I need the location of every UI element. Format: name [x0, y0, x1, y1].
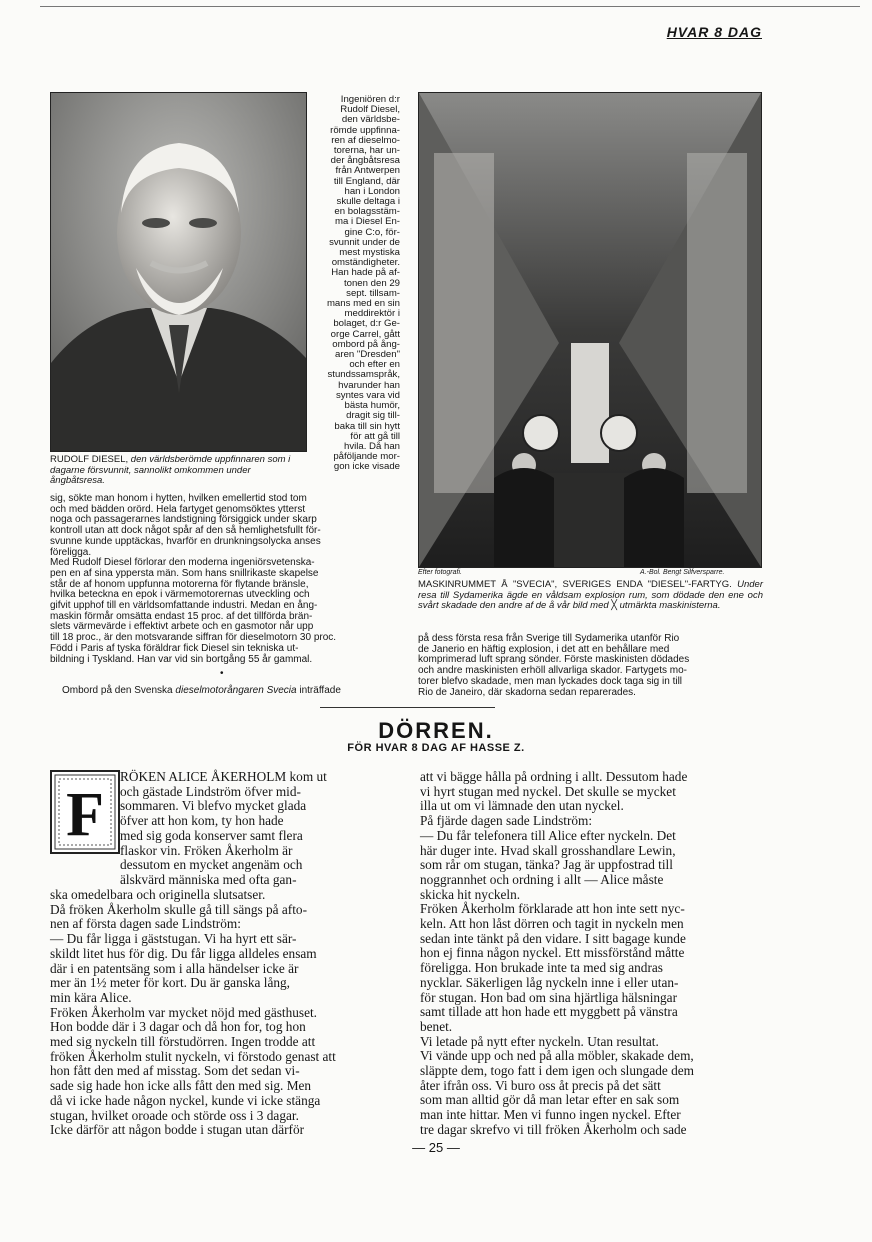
- drop-cap-letter: F: [66, 781, 104, 849]
- engine-caption-title: MASKINRUMMET Å "SVECIA", SVERIGES ENDA "DIESEL"-FARTYG.: [418, 579, 732, 590]
- story-col1-lead: RÖKEN ALICE ÅKERHOLM kom ut och gästade Lindström öfver mid- sommaren. Vi blefvo mycket glada öfver att hon kom, ty hon hade med sig goda konserver samt flera flaskor vin. Fröken Åkerholm är dessutom en mycket angenäm och älskvärd människa med ofta gan-: [120, 769, 327, 887]
- story-col1-rest: ska omedelbara och originella slutsatser. Då fröken Åkerholm skulle gå till sängs på afto- nen af första dagen sade Lindström: — Du får ligga i gäststugan. Vi ha hyrt ett sär- skildt litet hus för dig. Du får ligga alldeles ensam där i en patentsäng som i alla händelser icke är mer än 1½ meter för kort. Du är ganska lång, min kära Alice. Fröken Åkerholm var mycket nöjd med gästhuset. Hon bodde där i 3 dagar och då hon for, tog hon med sig nyckeln till förstudörren. Ingen trodde att fröken Åkerholm stulit nyckeln, vi förstodo genast att hon fått den med af misstag. Som det sedan vi- sade sig hade hon icke alls fått den med sig. Men då vi icke hade någon nyckel, kunde vi icke stänga stugan, hvilket oroade och störde oss i 3 dagar. Icke därför att någon bodde i stugan utan därför: [50, 887, 336, 1138]
- drop-cap-ornament: [52, 772, 118, 852]
- header-rule: [40, 6, 860, 7]
- portrait-illustration: [51, 93, 306, 451]
- article-bullet: •: [220, 668, 224, 679]
- engine-room-illustration: [419, 93, 761, 567]
- story-byline: FÖR HVAR 8 DAG AF HASSE Z.: [347, 742, 525, 754]
- running-head: HVAR 8 DAG: [666, 24, 762, 40]
- story-col2: att vi bägge hålla på ordning i allt. Dessutom hade vi hyrt stugan med nyckel. Det skulle se mycket illa ut om vi lämnade den utan nyckel. På fjärde dagen sade Lindström: — Du får telefonera till Alice efter nyckeln. Det här duger inte. Hvad skall grosshandlare Lewin, som rår om stugan, tänka? Jag är uppfostrad till noggrannhet och ordning i allt — Alice måste skicka hit nyckeln. Fröken Åkerholm förklarade att hon inte sett nyc- keln. Att hon låst dörren och tagit in nyckeln men sedan inte tänkt på den vidare. I sitt bagage kunde hon ej finna någon nyckel. Ett missförstånd måtte föreligga. Hon brukade inte ta med sig andras nycklar. Säkerligen låg nyckeln inne i eller utan- för stugan. Hon bad om sina hjärtliga hälsningar samt tillade att hon hade ett myggbett på vänstra benet. Vi letade på nytt efter nyckeln. Utan resultat. Vi vände upp och ned på alla möbler, skakade dem, släppte dem, togo fatt i dem igen och slungade dem åter ifrån oss. Vi buro oss åt precis på det sätt som man alltid gör då man letar efter en sak som man inte hittar. Men vi funno ingen nyckel. Efter tre dagar skrefvo vi till fröken Åkerholm och sade: [420, 769, 694, 1137]
- continuation-tail: inträffade: [299, 685, 341, 696]
- portrait-photo: [50, 92, 307, 452]
- portrait-caption-name: RUDOLF DIESEL,: [50, 454, 129, 465]
- continuation-italic: dieselmotorångaren Svecia: [175, 685, 297, 696]
- story-title: DÖRREN.: [378, 718, 494, 743]
- svecia-article-body: på dess första resa från Sverige till Sydamerika utanför Rio de Janerio en häftig explosion, i det att en behållare med komprimerad luft sprang sönder. Förste maskinisten dödades och andre maskinisten erhöll allvarliga skador. Fartygets mo- torer blefvo skadade, men man lyckades dock taga sig in till Rio de Janeiro, där skadorna sedan reparerades.: [418, 633, 690, 698]
- portrait-caption-text: den världsberömde uppfinnaren som i dagarne försvunnit, sannolikt omkommen under ångbåtsresa.: [50, 454, 291, 486]
- continuation-lead: Ombord på den Svenska: [62, 685, 173, 696]
- section-divider: [320, 707, 495, 708]
- portrait-caption: [50, 455, 302, 487]
- photo-credit-left: Efter fotografi.: [418, 569, 462, 576]
- diesel-article-body: sig, sökte man honom i hytten, hvilken emellertid stod tom och med bädden orörd. Hela fartyget genomsöktes ytterst noga och passagerarnes landstigning försiggick under skarp kontroll utan att dock något spår af den så hemlighetsfullt för- svunne kunde upptäckas, hvarför en drunkningsolycka anses föreligga. Med Rudolf Diesel förlorar den moderna ingeniörsvetenska- pen en af sina yppersta män. Som hans snillrikaste skapelse står de af honom uppfunna motorerna för flytande bränsle, hvilka beteckna en epok i värmemotorernas utveckling och gifvit upphof till en världsomfattande industri. Medan en ång- maskin förmår omsätta endast 15 proc. af det tillförda brän- slets värmevärde i effektivt arbete och en gasmotor når upp till 18 proc., är den motsvarande siffran för dieselmotorn 30 proc. Född i Paris af tyska föräldrar fick Diesel sin tekniska ut- bildning i Tyskland. Han var vid sin bortgång 55 år gammal.: [50, 493, 337, 665]
- photo-credit-right: A.-Bol. Bengt Silfversparre.: [640, 569, 725, 576]
- engine-room-caption: [418, 580, 763, 612]
- engine-caption-text: Under resa till Sydamerika ägde en våldsam explosion rum, som dödade den ene och svårt skadade den andre af de å vår bild med ╳ utmärkta maskinisterna.: [418, 579, 763, 611]
- continuation-line: [62, 686, 400, 697]
- narrow-column-text: Ingeniören d:r Rudolf Diesel, den världsbe- römde uppfinna- ren af dieselmo- torerna, har un- der ångbåtsresa från Antwerpen till England, där han i London skulle deltaga i en bolagsstäm- ma i Diesel En- gine C:o, för- svunnit under de mest mystiska omständigheter. Han hade på af- tonen den 29 sept. tillsam- mans med en sin meddirektör i bolaget, d:r Ge- orge Carrel, gått ombord på ång- aren "Dresden" och efter en stundssamspråk, hvarunder han syntes vara vid bästa humör, dragit sig till- baka till sin hytt för att gå till hvila. Då han påföljande mor- gon icke visade: [326, 94, 400, 473]
- engine-room-photo: [418, 92, 762, 568]
- page-number: — 25 —: [412, 1140, 460, 1155]
- drop-cap-frame: [50, 770, 120, 854]
